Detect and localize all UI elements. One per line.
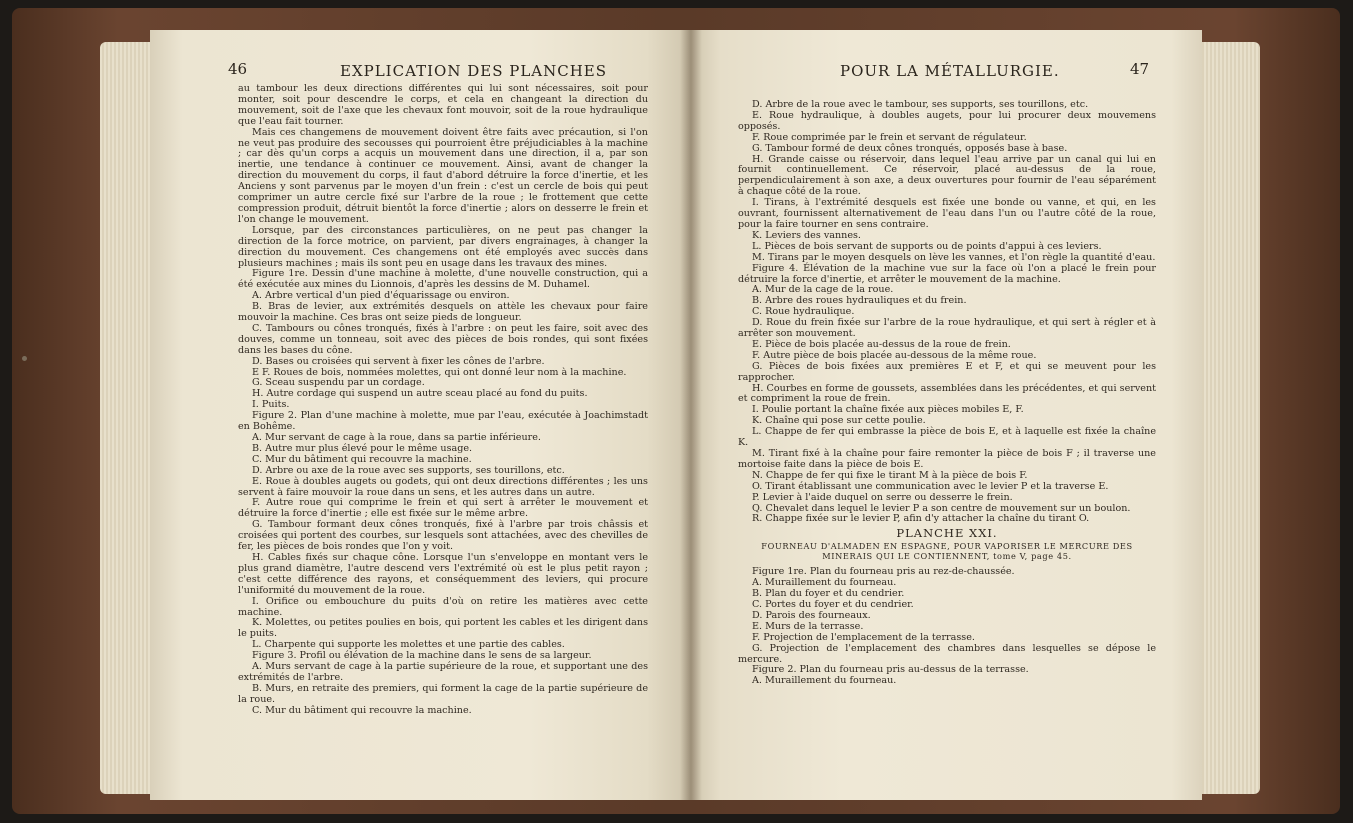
right-items-before (738, 100, 1156, 525)
text-paragraph: I. Orifice ou embouchure du puits d'où on retire les matières avec cette machine. (238, 595, 648, 618)
text-paragraph: G. Projection de l'emplacement des chambres dans lesquelles se dépose le mercure. (738, 642, 1156, 665)
text-paragraph: H. Autre cordage qui suspend un autre sceau placé au fond du puits. (252, 388, 588, 400)
text-paragraph: A. Arbre vertical d'un pied d'équarissage ou environ. (252, 290, 510, 302)
left-page-edges (100, 42, 152, 794)
right-page-edges (1200, 42, 1260, 794)
text-paragraph: I. Poulie portant la chaîne fixée aux pièces mobiles E, F. (752, 404, 1024, 416)
text-paragraph: B. Murs, en retraite des premiers, qui forment la cage de la partie supérieure de la roue. (238, 682, 648, 705)
text-paragraph: P. Levier à l'aide duquel on serre ou desserre le frein. (752, 491, 1013, 503)
text-paragraph: A. Muraillement du fourneau. (752, 577, 897, 589)
text-paragraph: B. Autre mur plus élevé pour le même usage. (252, 442, 473, 454)
text-paragraph: E. Pièce de bois placée au-dessus de la roue de frein. (752, 338, 1011, 350)
text-paragraph: Figure 2. Plan d'une machine à molette, mue par l'eau, exécutée à Joachimstadt en Bohême. (238, 410, 648, 433)
text-paragraph: A. Murs servant de cage à la partie supérieure de la roue, et supportant une des extrémités de l'arbre. (238, 661, 648, 683)
text-paragraph: Figure 1re. Dessin d'une machine à molette, d'une nouvelle construction, qui a été exécutée aux mines du Lionnois, d'après les dessins de M. Duhamel. (238, 268, 648, 291)
text-paragraph: M. Tirant fixé à la chaîne pour faire remonter la pièce de bois F ; il traverse une mortoise faite dans la pièce de bois E. (738, 448, 1156, 470)
text-paragraph: R. Chappe fixée sur le levier P, afin d'y attacher la chaîne du tirant O. (752, 513, 1090, 525)
text-paragraph: K. Leviers des vannes. (752, 229, 861, 241)
text-paragraph: C. Tambours ou cônes tronqués, fixés à l'arbre : on peut les faire, soit avec des douves, comme un tonneau, soit avec des pièces de bois rondes, qui sont fixées dans les bases du cône. (238, 322, 648, 356)
right-items-after (738, 567, 1156, 687)
text-paragraph: Figure 4. Élévation de la machine vue sur la face où l'on a placé le frein pour détruire la force d'inertie, et arrêter le mouvement de la machine. (738, 262, 1156, 285)
right-page (690, 30, 1202, 800)
text-paragraph: D. Arbre de la roue avec le tambour, ses supports, ses tourillons, etc. (752, 99, 1089, 110)
text-paragraph: H. Courbes en forme de goussets, assemblées dans les précédentes, et qui servent et compriment la roue de frein. (738, 382, 1156, 405)
text-paragraph: Lorsque, par des circonstances particulières, on ne peut pas changer la direction de la force motrice, on parvient, par divers engrainages, à changer la direction du mouvement. Ces changemens ont été employés avec succès dans plusieurs machines ; mais ils sont peu en usage dans les travaux des mines. (238, 224, 648, 269)
text-paragraph: I. Tirans, à l'extrémité desquels est fixée une bonde ou vanne, et qui, en les ouvrant, fournissent alternativement de l'eau dans l'un ou l'autre côté de la roue, pour la faire tourner en sens contraire. (738, 197, 1156, 230)
text-paragraph: F. Projection de l'emplacement de la terrasse. (752, 631, 975, 643)
text-paragraph: L. Pièces de bois servant de supports ou de points d'appui à ces leviers. (752, 240, 1102, 252)
text-paragraph: G. Tambour formé de deux cônes tronqués, opposés base à base. (752, 142, 1068, 154)
text-paragraph: F. Roue comprimée par le frein et servant de régulateur. (752, 131, 1027, 143)
text-paragraph: C. Mur du bâtiment qui recouvre la machine. (252, 704, 472, 716)
text-paragraph: G. Tambour formant deux cônes tronqués, fixé à l'arbre par trois châssis et croisées qui portent des courbes, sur lesquels sont attachées, avec des chevilles de fer, les pièces de bois rondes que l'on y voit. (238, 519, 648, 553)
text-paragraph: H. Grande caisse ou réservoir, dans lequel l'eau arrive par un canal qui lui en fournit continuellement. Ce réservoir, placé au-dessus de la roue, perpendiculairement à son axe, a deux ouvertures pour fournir de l'eau séparément à chaque côté de la roue. (738, 153, 1156, 198)
text-paragraph: D. Bases ou croisées qui servent à fixer les cônes de l'arbre. (252, 355, 545, 367)
text-paragraph: I. Puits. (252, 399, 290, 411)
text-paragraph: B. Plan du foyer et du cendrier. (752, 588, 905, 600)
text-paragraph: A. Mur de la cage de la roue. (752, 284, 894, 296)
text-paragraph: E. Murs de la terrasse. (752, 620, 864, 632)
text-paragraph: M. Tirans par le moyen desquels on lève les vannes, et l'on règle la quantité d'eau. (752, 251, 1156, 263)
text-paragraph: Q. Chevalet dans lequel le levier P a son centre de mouvement sur un boulon. (752, 502, 1131, 514)
text-paragraph: B. Arbre des roues hydrauliques et du frein. (752, 295, 967, 307)
text-paragraph: G. Pièces de bois fixées aux premières E et F, et qui se meuvent pour les rapprocher. (738, 360, 1156, 383)
text-paragraph: au tambour les deux directions différentes qui lui sont nécessaires, soit pour monter, soit pour descendre le corps, et cela en changeant la direction du mouvement, soit de l'axe que les chevaux font mouvoir, soit de la roue hydraulique que l'eau fait tourner. (238, 83, 648, 127)
left-page-text (238, 84, 648, 717)
running-header-left: EXPLICATION DES PLANCHES (340, 62, 608, 80)
text-paragraph: A. Muraillement du fourneau. (752, 675, 897, 687)
text-paragraph: D. Roue du frein fixée sur l'arbre de la roue hydraulique, et qui sert à régler et à arrêter son mouvement. (738, 317, 1156, 340)
text-paragraph: F. Autre pièce de bois placée au-dessous de la même roue. (752, 349, 1037, 361)
book-gutter (680, 30, 702, 800)
text-paragraph: K. Chaîne qui pose sur cette poulie. (752, 415, 926, 427)
text-paragraph: N. Chappe de fer qui fixe le tirant M à la pièce de bois F. (752, 469, 1028, 481)
text-paragraph: E F. Roues de bois, nommées molettes, qui ont donné leur nom à la machine. (252, 366, 627, 378)
left-page (150, 30, 690, 800)
text-paragraph: D. Parois des fourneaux. (752, 609, 871, 621)
plate-subtitle: FOURNEAU D'ALMADEN EN ESPAGNE, POUR VAPORISER LE MERCURE DES MINERAIS QUI LE CONTIENNENT, tome V, page 45. (761, 541, 1133, 562)
text-paragraph: O. Tirant établissant une communication avec le levier P et la traverse E. (752, 480, 1109, 492)
text-paragraph: E. Roue à doubles augets ou godets, qui ont deux directions différentes ; les uns servent à faire mouvoir la roue dans un sens, et les autres dans un autre. (238, 475, 648, 498)
text-paragraph: K. Molettes, ou petites poulies en bois, qui portent les cables et les dirigent dans le puits. (238, 617, 648, 640)
text-paragraph: Mais ces changemens de mouvement doivent être faits avec précaution, si l'on ne veut pas produire des secousses qui pourroient être préjudiciables à la machine ; car dès qu'un corps a acquis un mouvement dans une direction, il a, par son inertie, une tendance à continuer ce mouvement. Ainsi, avant de changer la direction du mouvement du corps, il faut d'abord détruire la force d'inertie, et les Anciens y sont parvenus par le moyen d'un frein : c'est un cercle de bois qui peut comprimer un autre cercle fixé sur l'arbre de la roue ; le frottement que cette compression produit, détruit bientôt la force d'inertie ; alors on desserre le frein et l'on change le mouvement. (238, 126, 648, 225)
right-page-text (738, 100, 1156, 687)
running-header-right: POUR LA MÉTALLURGIE. (840, 62, 1060, 80)
text-paragraph: E. Roue hydraulique, à doubles augets, pour lui procurer deux mouvemens opposés. (738, 109, 1156, 132)
text-paragraph: C. Roue hydraulique. (752, 306, 855, 318)
plate-title: PLANCHE XXI. (896, 526, 998, 541)
text-paragraph: L. Chappe de fer qui embrasse la pièce de bois E, et à laquelle est fixée la chaîne K. (738, 426, 1156, 449)
page-number-left: 46 (228, 60, 248, 78)
text-paragraph: C. Mur du bâtiment qui recouvre la machine. (252, 453, 472, 465)
text-paragraph: D. Arbre ou axe de la roue avec ses supports, ses tourillons, etc. (252, 464, 565, 476)
binding-hole (22, 356, 27, 361)
text-paragraph: A. Mur servant de cage à la roue, dans sa partie inférieure. (252, 432, 541, 443)
page-number-right: 47 (1130, 60, 1150, 78)
text-paragraph: G. Sceau suspendu par un cordage. (252, 377, 425, 389)
text-paragraph: C. Portes du foyer et du cendrier. (752, 598, 914, 610)
text-paragraph: Figure 3. Profil ou élévation de la machine dans le sens de sa largeur. (252, 650, 592, 662)
text-paragraph: F. Autre roue qui comprime le frein et qui sert à arrêter le mouvement et détruire la force d'inertie ; elle est fixée sur le même arbre. (238, 497, 648, 520)
text-paragraph: Figure 1re. Plan du fourneau pris au rez-de-chaussée. (752, 566, 1015, 578)
text-paragraph: B. Bras de levier, aux extrémités desquels on attèle les chevaux pour faire mouvoir la machine. Ces bras ont seize pieds de longueur. (238, 301, 648, 324)
text-paragraph: L. Charpente qui supporte les molettes et une partie des cables. (252, 639, 565, 651)
text-paragraph: Figure 2. Plan du fourneau pris au-dessus de la terrasse. (752, 664, 1029, 676)
text-paragraph: H. Cables fixés sur chaque cône. Lorsque l'un s'enveloppe en montant vers le plus grand diamètre, l'autre descend vers l'extrémité où est le plus petit rayon ; c'est cette différence des rayons, et conséquemment des leviers, qui procure l'uniformité du mouvement de la roue. (238, 551, 648, 596)
